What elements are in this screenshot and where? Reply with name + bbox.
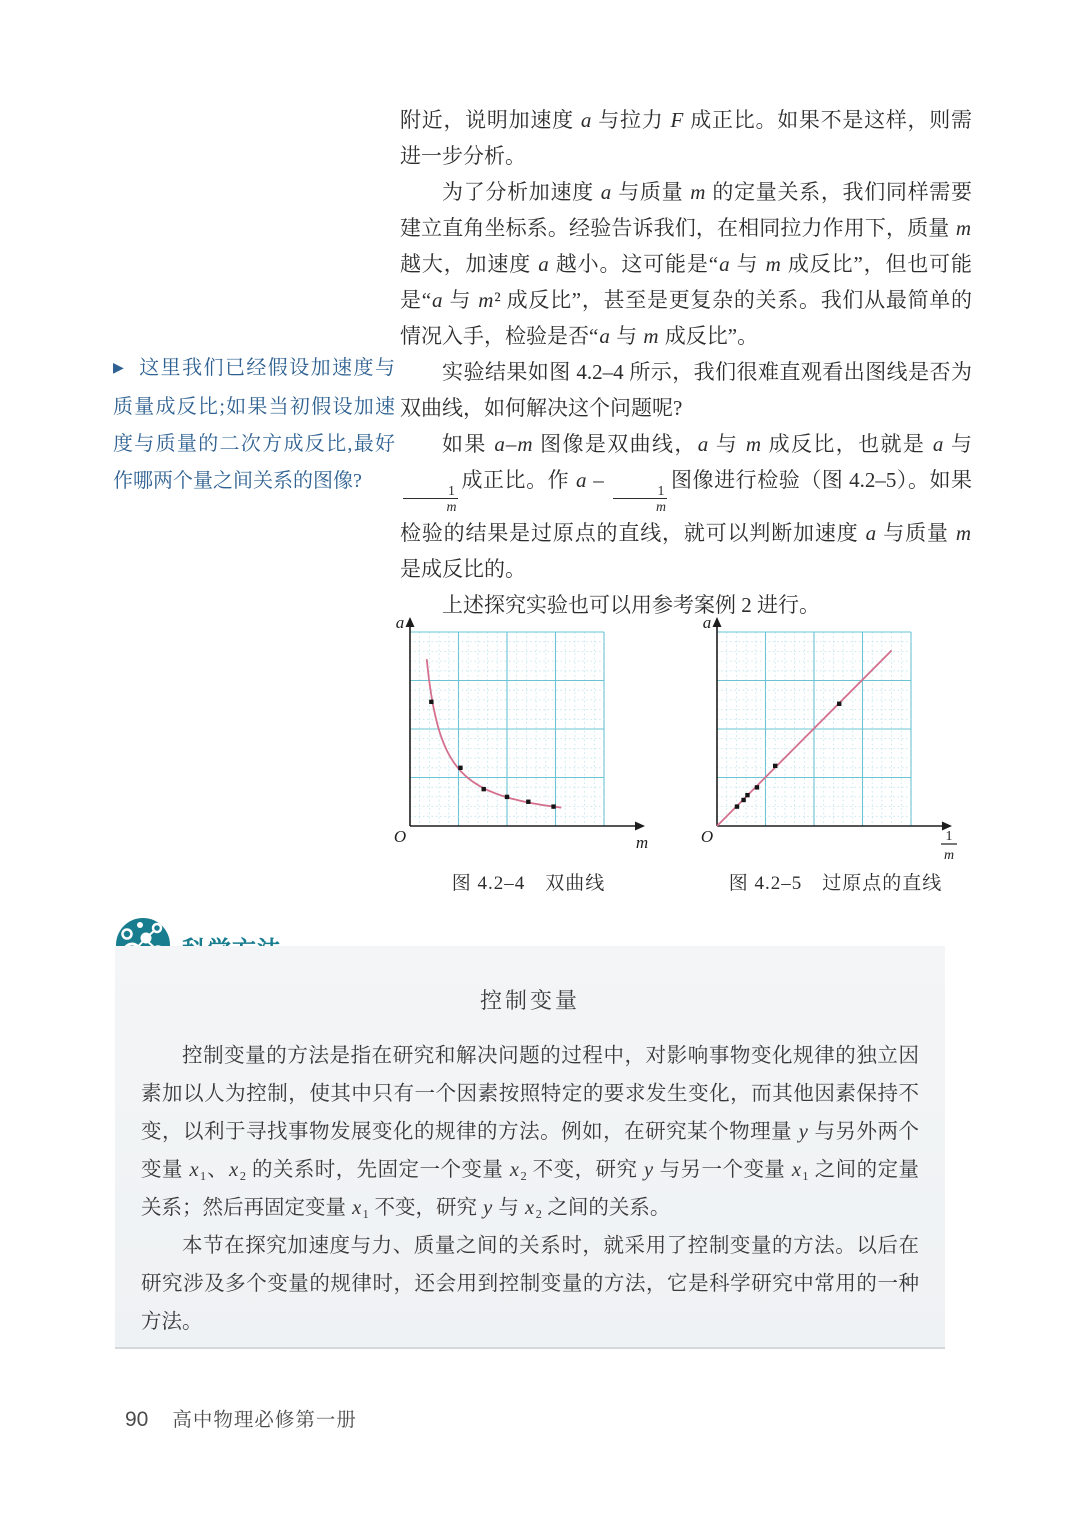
method-box-paragraph: 本节在探究加速度与力、质量之间的关系时，就采用了控制变量的方法。以后在研究涉及多个变量的规律时，还会用到控制变量的方法，它是科学研究中常用的一种方法。 bbox=[141, 1235, 919, 1333]
svg-text:1: 1 bbox=[945, 829, 953, 844]
method-box-paragraph: 控制变量的方法是指在研究和解决问题的过程中，对影响事物变化规律的独立因素加以人为控制，使其中只有一个因素按照特定的要求发生变化，而其他因素保持不变，以利于寻找事物发展变化的规律的方法。例如，在研究某个物理量 y 与另外两个变量 x₁、x₂ 的关系时，先固定一个变量 x₂ 不变，研究 y 与另一个变量 x₁ 之间的定量关系；然后再固定变量 x₁ 不变，研究 y 与 x₂ 之间的关系。 bbox=[141, 1045, 920, 1219]
figure-caption: 图 4.2–4 双曲线 bbox=[451, 873, 606, 894]
margin-note bbox=[113, 350, 395, 500]
figure-hyperbola bbox=[392, 614, 665, 895]
paragraph: 如果 a–m 图像是双曲线，a 与 m 成反比，也就是 a 与 $\frac{1}{m}$ 成正比。作 a – $\frac{1}{m}$ 图像进行检验（图 4.2–5）。如果检验的结果是过原点的直线，就可以判断加速度 a 与质量 m 是成反比的。 bbox=[400, 432, 973, 581]
paragraph: 附近，说明加速度 a 与拉力 F 成正比。如果不是这样，则需进一步分析。 bbox=[400, 108, 973, 168]
svg-text:a: a bbox=[702, 614, 712, 632]
note-arrow-icon: ▶ bbox=[113, 361, 126, 376]
svg-text:O: O bbox=[393, 827, 407, 846]
paragraph: 实验结果如图 4.2–4 所示，我们很难直观看出图线是否为双曲线，如何解决这个问题呢? bbox=[400, 360, 972, 420]
figures-row bbox=[392, 614, 972, 895]
method-box-title: 控制变量 bbox=[479, 988, 580, 1013]
chart-svg bbox=[699, 614, 972, 864]
svg-text:m: m bbox=[635, 833, 649, 852]
figure-caption: 图 4.2–5 过原点的直线 bbox=[728, 873, 943, 894]
footer bbox=[125, 1404, 357, 1432]
page-number: 90 bbox=[125, 1408, 149, 1431]
chart-svg bbox=[392, 614, 665, 864]
figure-line-through-origin bbox=[699, 614, 972, 895]
method-box-body bbox=[115, 1015, 945, 1341]
book-title: 高中物理必修第一册 bbox=[172, 1410, 357, 1431]
paragraph: 为了分析加速度 a 与质量 m 的定量关系，我们同样需要建立直角坐标系。经验告诉我们，在相同拉力作用下，质量 m 越大，加速度 a 越小。这可能是“a 与 m 成反比”，但也可能是“a 与 m² 成反比”，甚至是更复杂的关系。我们从最简单的情况入手，检验是否“a 与 m 成反比”。 bbox=[400, 180, 973, 348]
margin-note-text: 这里我们已经假设加速度与质量成反比;如果当初假设加速度与质量的二次方成反比,最好作哪两个量之间关系的图像? bbox=[113, 357, 395, 492]
main-text-column bbox=[400, 102, 972, 623]
svg-text:O: O bbox=[700, 827, 714, 846]
paragraph: 上述探究实验也可以用参考案例 2 进行。 bbox=[442, 592, 820, 617]
svg-text:a: a bbox=[395, 614, 405, 632]
method-box bbox=[115, 946, 945, 1349]
svg-text:m: m bbox=[943, 848, 955, 863]
